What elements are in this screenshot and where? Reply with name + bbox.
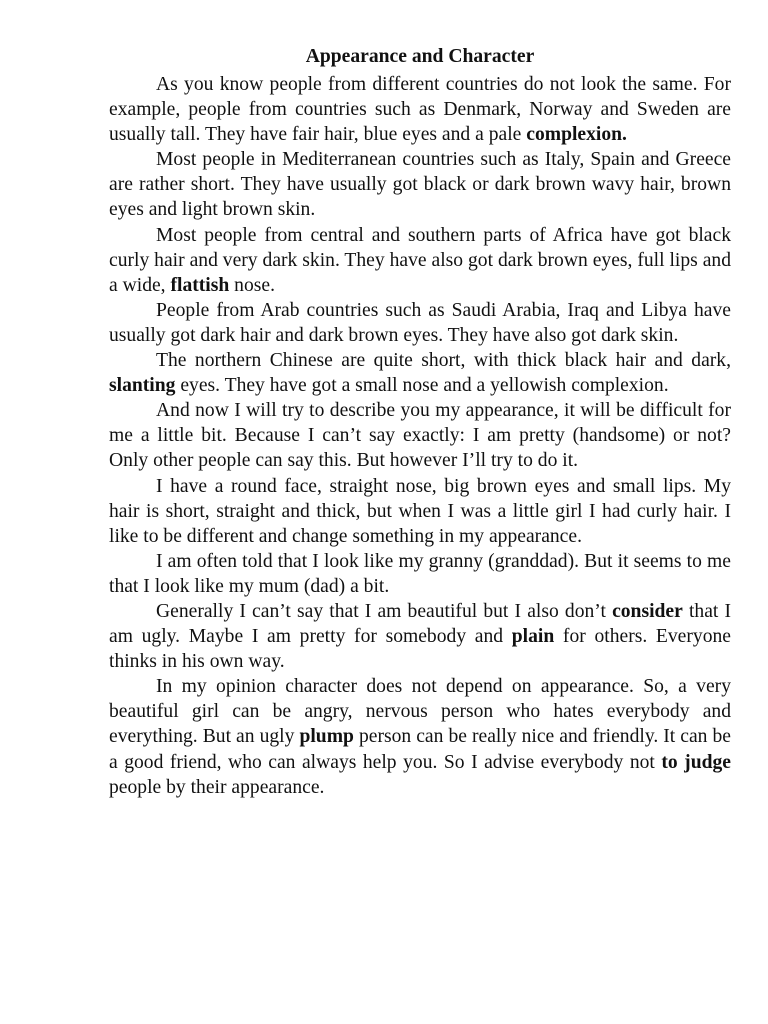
paragraph-text: nose. bbox=[229, 274, 275, 296]
paragraph-10 bbox=[109, 674, 731, 799]
bold-term: plump bbox=[299, 726, 354, 748]
bold-term: plain bbox=[511, 626, 555, 648]
paragraph-5 bbox=[109, 348, 731, 398]
paragraph-text: And now I will try to describe you my appearance, it will be difficult for me a little bit. Because I can’t say exactly: I am pretty (handsome) or not? Only other people can say this. But however I’ll try to do it. bbox=[109, 400, 731, 472]
paragraph-7 bbox=[109, 474, 731, 549]
paragraph-text: In my opinion character does not depend on appearance. So, a very beautiful girl can be angry, nervous person who hates everybody and everything. But an ugly bbox=[109, 676, 731, 748]
paragraph-text: people by their appearance. bbox=[109, 776, 325, 798]
document-page bbox=[109, 44, 731, 800]
paragraph-1 bbox=[109, 72, 731, 147]
bold-term: slanting bbox=[109, 375, 176, 397]
bold-term: complexion. bbox=[526, 124, 627, 146]
bold-term: to judge bbox=[661, 751, 731, 773]
paragraph-text: Generally I can’t say that I am beautiful but I also don’t bbox=[156, 600, 613, 622]
paragraph-text: Most people from central and southern parts of Africa have got black curly hair and very dark skin. They have also got dark brown eyes, full lips and a wide, bbox=[109, 224, 731, 296]
bold-term: flattish bbox=[170, 274, 230, 296]
paragraph-text: that I am ugly. Maybe I am pretty for somebody and bbox=[109, 600, 732, 648]
paragraph-text: eyes. They have got a small nose and a yellowish complexion. bbox=[175, 375, 669, 397]
paragraph-text: I am often told that I look like my granny (granddad). But it seems to me that I look like my mum (dad) a bit. bbox=[109, 550, 731, 597]
paragraph-text: The northern Chinese are quite short, with thick black hair and dark, bbox=[156, 350, 731, 372]
paragraph-6 bbox=[109, 398, 731, 473]
paragraph-text: I have a round face, straight nose, big brown eyes and small lips. My hair is short, straight and thick, but when I was a little girl I had curly hair. I like to be different and change something in my appearance. bbox=[109, 475, 731, 547]
paragraph-text: As you know people from different countries do not look the same. For example, people from countries such as Denmark, Norway and Sweden are usually tall. They have fair hair, blue eyes and a pale bbox=[109, 74, 731, 146]
paragraph-text: Most people in Mediterranean countries such as Italy, Spain and Greece are rather short. They have usually got black or dark brown wavy hair, brown eyes and light brown skin. bbox=[109, 149, 731, 221]
paragraph-9 bbox=[109, 599, 731, 674]
paragraph-text: for others. Everyone thinks in his own way. bbox=[109, 626, 731, 673]
document-title: Appearance and Character bbox=[305, 46, 535, 67]
paragraph-2 bbox=[109, 147, 731, 222]
paragraph-3 bbox=[109, 223, 731, 298]
paragraph-8 bbox=[109, 549, 731, 599]
paragraph-4 bbox=[109, 298, 731, 348]
paragraph-text: person can be really nice and friendly. It can be a good friend, who can always help you. So I advise everybody not bbox=[109, 726, 731, 773]
bold-term: consider bbox=[612, 600, 683, 622]
paragraph-text: People from Arab countries such as Saudi Arabia, Iraq and Libya have usually got dark hair and dark brown eyes. They have also got dark skin. bbox=[109, 299, 731, 346]
